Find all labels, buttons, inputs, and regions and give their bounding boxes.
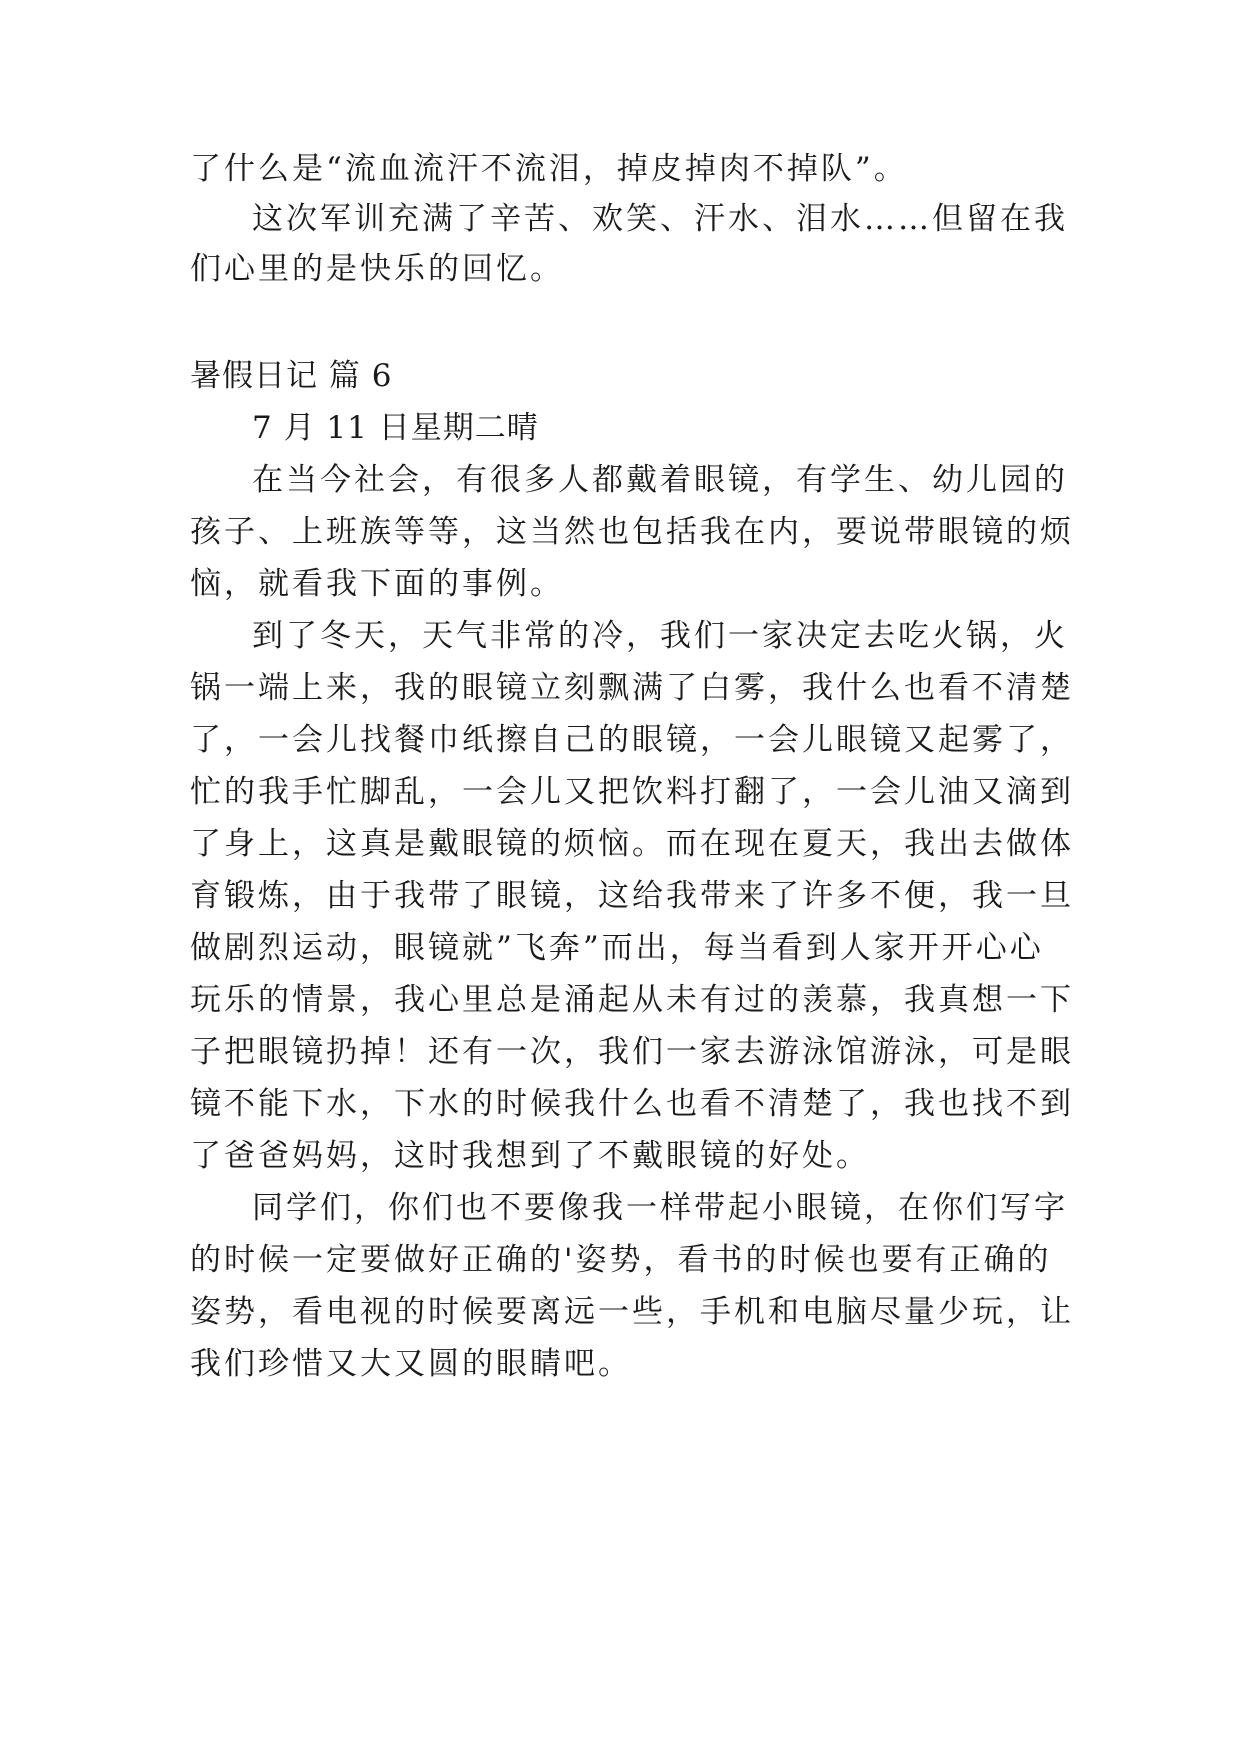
text-line: 做剧烈运动，眼镜就”飞奔”而出，每当看到人家开开心心 — [190, 930, 1044, 966]
section-heading: 暑假日记 篇 6 — [190, 358, 393, 394]
text-line: 育锻炼，由于我带了眼镜，这给我带来了许多不便，我一旦 — [190, 878, 1074, 914]
text-line: 我们珍惜又大又圆的眼睛吧。 — [190, 1346, 632, 1382]
text-line: 到了冬天，天气非常的冷，我们一家决定去吃火锅，火 — [252, 618, 1068, 654]
text-line: 镜不能下水，下水的时候我什么也看不清楚了，我也找不到 — [190, 1086, 1074, 1122]
text-line: 在当今社会，有很多人都戴着眼镜，有学生、幼儿园的 — [252, 462, 1068, 498]
text-line: 了身上，这真是戴眼镜的烦恼。而在现在夏天，我出去做体 — [190, 826, 1074, 862]
text-line: 了爸爸妈妈，这时我想到了不戴眼镜的好处。 — [190, 1138, 870, 1174]
text-line: 玩乐的情景，我心里总是涌起从未有过的羡慕，我真想一下 — [190, 982, 1074, 1018]
text-line: 们心里的是快乐的回忆。 — [190, 251, 564, 287]
text-line: 了什么是“流血流汗不流泪，掉皮掉肉不掉队”。 — [190, 151, 908, 187]
text-line: 锅一端上来，我的眼镜立刻飘满了白雾，我什么也看不清楚 — [190, 670, 1074, 706]
text-line: 同学们，你们也不要像我一样带起小眼镜，在你们写字 — [252, 1190, 1068, 1226]
text-line: 这次军训充满了辛苦、欢笑、汗水、泪水……但留在我 — [252, 201, 1068, 237]
text-line: 了，一会儿找餐巾纸擦自己的眼镜，一会儿眼镜又起雾了， — [190, 722, 1074, 758]
text-line: 子把眼镜扔掉！还有一次，我们一家去游泳馆游泳，可是眼 — [190, 1034, 1074, 1070]
text-line: 姿势，看电视的时候要离远一些，手机和电脑尽量少玩，让 — [190, 1294, 1074, 1330]
text-line: 忙的我手忙脚乱，一会儿又把饮料打翻了，一会儿油又滴到 — [190, 774, 1074, 810]
text-line: 的时候一定要做好正确的'姿势，看书的时候也要有正确的 — [190, 1242, 1052, 1278]
entry-date: 7 月 11 日星期二晴 — [252, 410, 539, 446]
text-line: 孩子、上班族等等，这当然也包括我在内，要说带眼镜的烦 — [190, 514, 1074, 550]
text-line: 恼，就看我下面的事例。 — [190, 566, 564, 602]
